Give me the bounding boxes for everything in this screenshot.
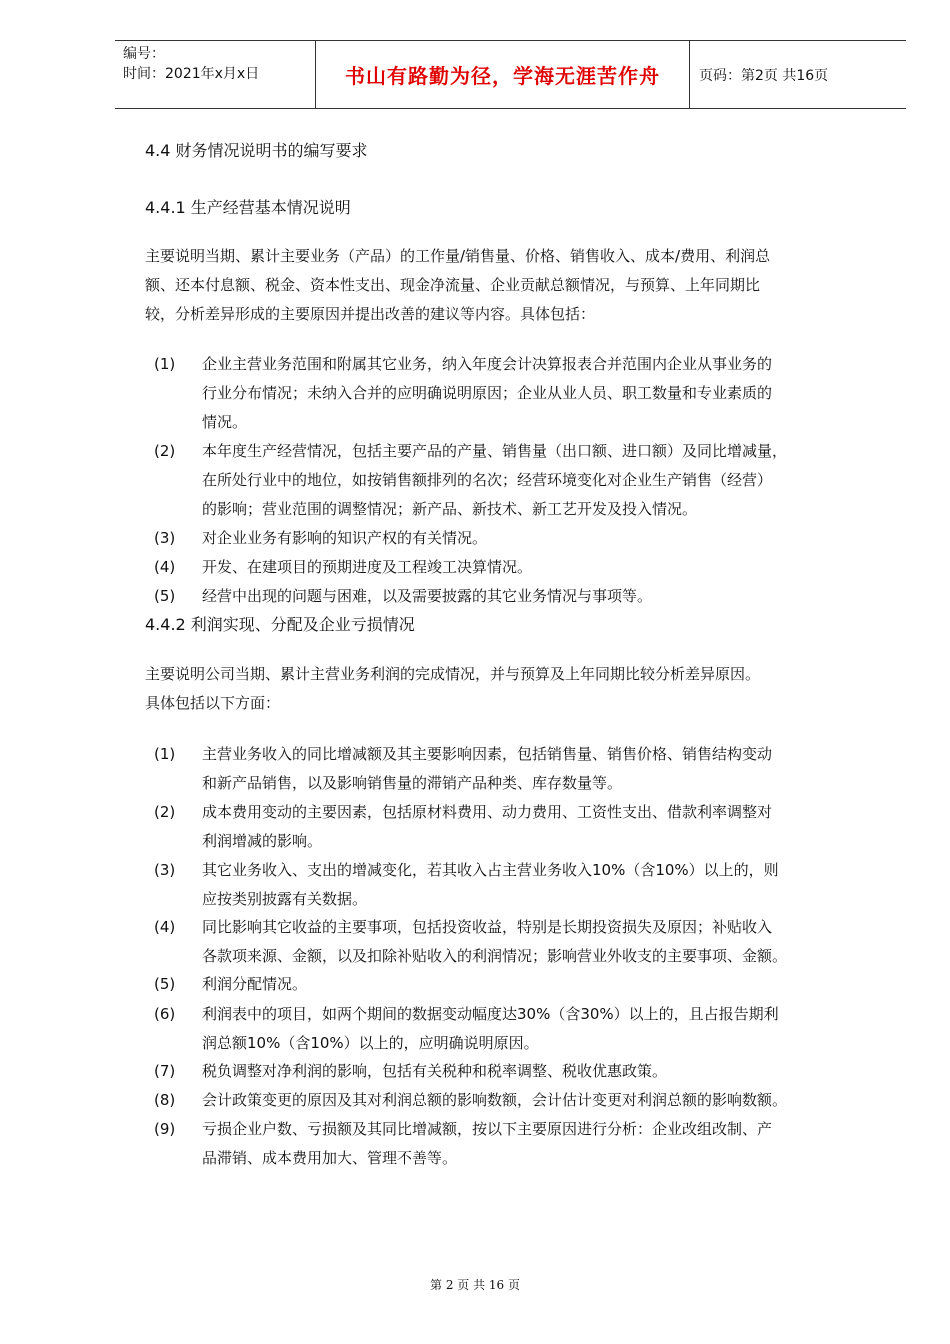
list-line: 本年度生产经营情况，包括主要产品的产量、销售量（出口额、进口额）及同比增减量， bbox=[202, 442, 788, 460]
list-number: (3) bbox=[154, 529, 176, 547]
list-number: (1) bbox=[154, 745, 176, 763]
list-line: 亏损企业户数、亏损额及其同比增减额，按以下主要原因进行分析：企业改组改制、产 bbox=[202, 1120, 773, 1138]
list-number: (9) bbox=[154, 1120, 176, 1138]
header-divider bbox=[689, 41, 690, 108]
list-line: 对企业业务有影响的知识产权的有关情况。 bbox=[202, 529, 488, 547]
paragraph-line: 主要说明当期、累计主要业务（产品）的工作量/销售量、价格、销售收入、成本/费用、利润总 bbox=[145, 247, 771, 265]
list-number: (5) bbox=[154, 975, 176, 993]
list-number: (5) bbox=[154, 587, 176, 605]
header-page-label: 页码：第2页 共16页 bbox=[699, 67, 829, 84]
list-line: 利润分配情况。 bbox=[202, 975, 308, 993]
list-line: 在所处行业中的地位，如按销售额排列的名次；经营环境变化对企业生产销售（经营） bbox=[202, 471, 773, 489]
list-number: (7) bbox=[154, 1062, 176, 1080]
header-meta bbox=[123, 44, 313, 84]
paragraph-line: 较，分析差异形成的主要原因并提出改善的建议等内容。具体包括： bbox=[145, 305, 596, 323]
page-footer: 第 2 页 共 16 页 bbox=[430, 1278, 520, 1292]
list-line: 主营业务收入的同比增减额及其主要影响因素，包括销售量、销售价格、销售结构变动 bbox=[202, 745, 773, 763]
number-label: 编号： bbox=[123, 46, 165, 62]
list-line: 成本费用变动的主要因素，包括原材料费用、动力费用、工资性支出、借款利率调整对 bbox=[202, 803, 773, 821]
list-line: 的影响；营业范围的调整情况；新产品、新技术、新工艺开发及投入情况。 bbox=[202, 500, 698, 518]
list-line: 利润表中的项目，如两个期间的数据变动幅度达30%（含30%）以上的，且占报告期利 bbox=[202, 1005, 779, 1023]
list-number: (3) bbox=[154, 861, 176, 879]
paragraph-line: 主要说明公司当期、累计主营业务利润的完成情况，并与预算及上年同期比较分析差异原因。 bbox=[145, 665, 761, 683]
list-number: (1) bbox=[154, 355, 176, 373]
section-title-4-4-1: 4.4.1 生产经营基本情况说明 bbox=[145, 198, 351, 217]
header-motto: 书山有路勤为径，学海无涯苦作舟 bbox=[345, 64, 660, 88]
list-line: 经营中出现的问题与困难，以及需要披露的其它业务情况与事项等。 bbox=[202, 587, 653, 605]
list-line: 润总额10%（含10%）以上的，应明确说明原因。 bbox=[202, 1034, 539, 1052]
paragraph-line: 额、还本付息额、税金、资本性支出、现金净流量、企业贡献总额情况，与预算、上年同期比 bbox=[145, 276, 761, 294]
list-number: (8) bbox=[154, 1091, 176, 1109]
list-line: 利润增减的影响。 bbox=[202, 832, 323, 850]
section-title-4-4: 4.4 财务情况说明书的编写要求 bbox=[145, 141, 368, 160]
list-number: (4) bbox=[154, 918, 176, 936]
section-title-4-4-2: 4.4.2 利润实现、分配及企业亏损情况 bbox=[145, 615, 415, 634]
list-line: 开发、在建项目的预期进度及工程竣工决算情况。 bbox=[202, 558, 533, 576]
list-line: 行业分布情况；未纳入合并的应明确说明原因；企业从业人员、职工数量和专业素质的 bbox=[202, 384, 773, 402]
list-number: (6) bbox=[154, 1005, 176, 1023]
paragraph-line: 具体包括以下方面： bbox=[145, 694, 281, 712]
time-label: 时间：2021年x月x日 bbox=[123, 66, 260, 82]
list-line: 品滞销、成本费用加大、管理不善等。 bbox=[202, 1149, 458, 1167]
section-4-4-2-intro bbox=[145, 660, 885, 718]
list-line: 税负调整对净利润的影响，包括有关税种和税率调整、税收优惠政策。 bbox=[202, 1062, 668, 1080]
list-line: 情况。 bbox=[202, 413, 248, 431]
document-header bbox=[115, 40, 906, 109]
section-4-4-1-intro bbox=[145, 242, 885, 329]
list-number: (2) bbox=[154, 442, 176, 460]
list-line: 会计政策变更的原因及其对利润总额的影响数额，会计估计变更对利润总额的影响数额。 bbox=[202, 1091, 788, 1109]
list-line: 各款项来源、金额，以及扣除补贴收入的利润情况；影响营业外收支的主要事项、金额。 bbox=[202, 947, 788, 965]
list-number: (2) bbox=[154, 803, 176, 821]
list-line: 应按类别披露有关数据。 bbox=[202, 890, 368, 908]
list-line: 企业主营业务范围和附属其它业务，纳入年度会计决算报表合并范围内企业从事业务的 bbox=[202, 355, 773, 373]
list-line: 其它业务收入、支出的增减变化，若其收入占主营业务收入10%（含10%）以上的，则 bbox=[202, 861, 779, 879]
list-line: 和新产品销售，以及影响销售量的滞销产品种类、库存数量等。 bbox=[202, 774, 623, 792]
list-line: 同比影响其它收益的主要事项，包括投资收益，特别是长期投资损失及原因；补贴收入 bbox=[202, 918, 773, 936]
list-number: (4) bbox=[154, 558, 176, 576]
